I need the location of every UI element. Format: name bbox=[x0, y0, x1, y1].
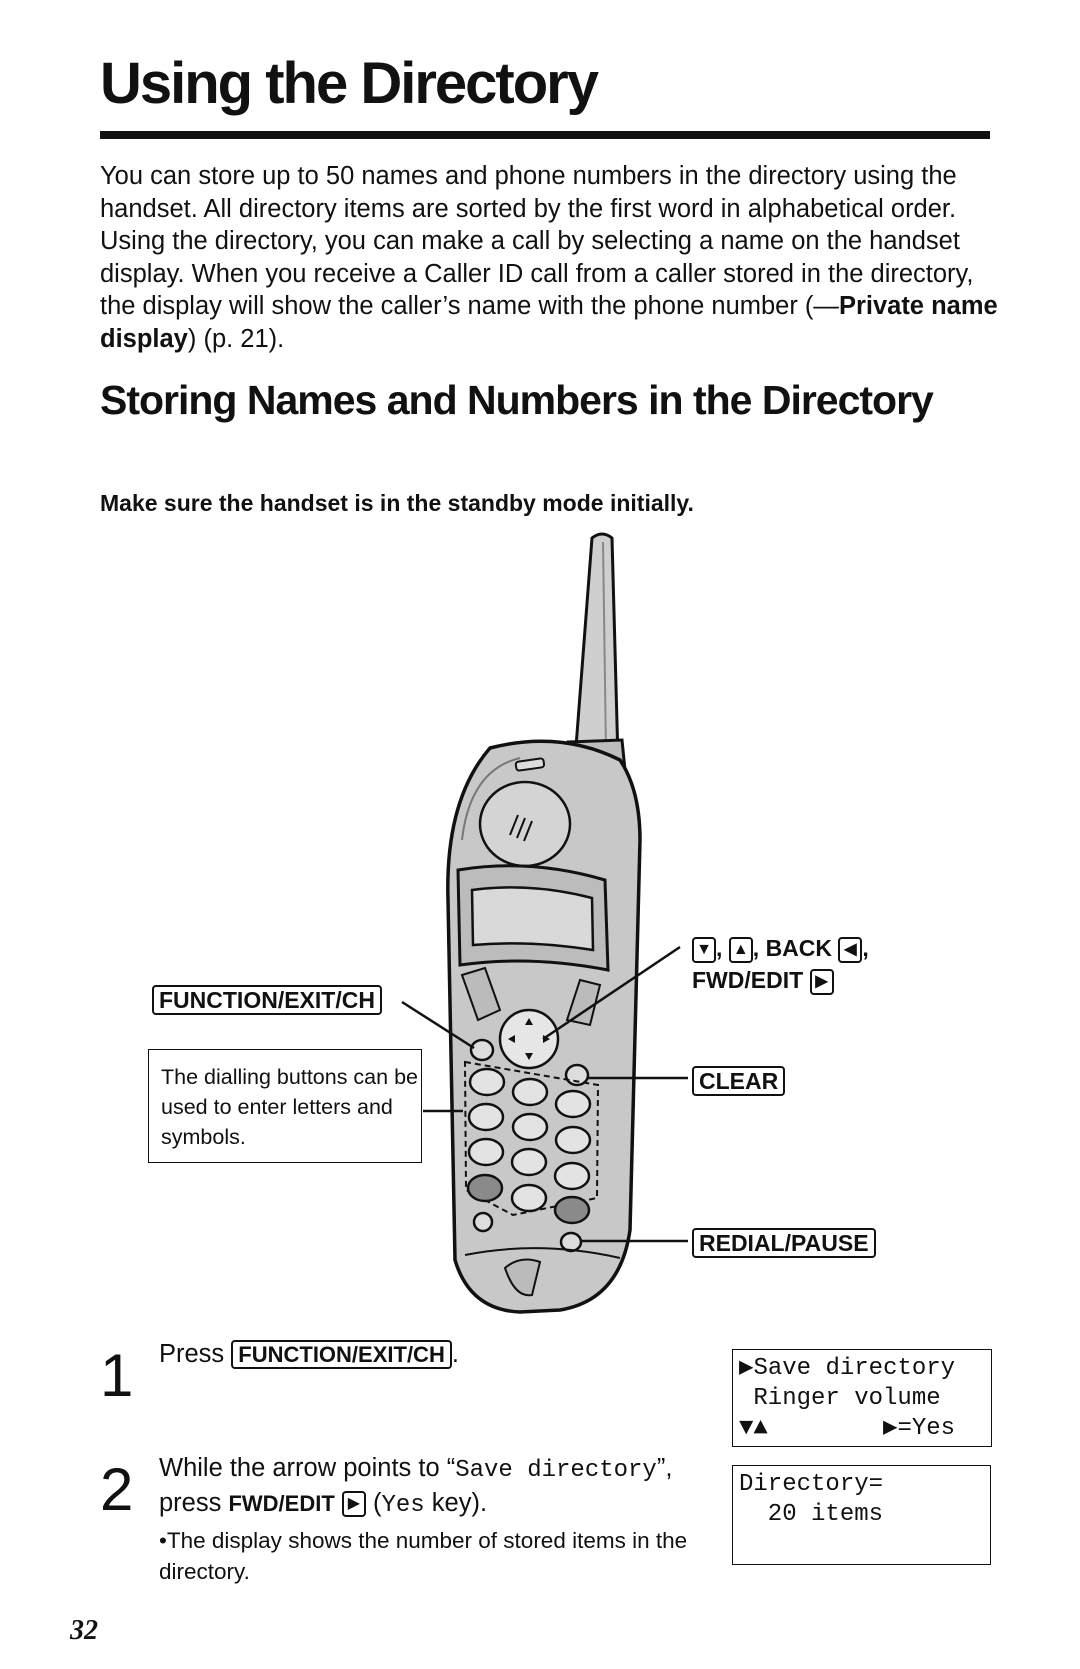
speaker-grille bbox=[480, 782, 570, 866]
fwd-arrow-keycap: ▶ bbox=[342, 1491, 366, 1517]
function-exit-ch-keycap: FUNCTION/EXIT/CH bbox=[152, 985, 382, 1015]
lcd-display-menu bbox=[732, 1349, 992, 1447]
lcd-line: ▶Save directory bbox=[739, 1355, 956, 1382]
antenna bbox=[575, 534, 618, 760]
intro-text: You can store up to 50 names and phone numbers in the directory using the handset. All directory items are sorted by the first word in alphabetical order. Using the directory, you can make a call by selecting a name on the handset display. When you receive a Caller ID call from a caller stored in the directory, the display will show the caller’s name with the phone number (— bbox=[100, 162, 974, 320]
down-arrow-keycap: ▼ bbox=[692, 937, 716, 963]
step-2-intro: While the arrow points to “ bbox=[159, 1454, 456, 1482]
intro-text-end: ) (p. 21). bbox=[187, 324, 285, 353]
paren-open: ( bbox=[372, 1489, 382, 1517]
function-exit-ch-keycap: FUNCTION/EXIT/CH bbox=[231, 1340, 452, 1369]
step-number: 2 bbox=[100, 1456, 134, 1523]
step-2-text bbox=[159, 1452, 719, 1522]
small-key bbox=[474, 1213, 492, 1231]
yes-soft-key-text: Yes bbox=[381, 1492, 425, 1519]
up-arrow-keycap: ▲ bbox=[729, 937, 753, 963]
private-name-display-ref: Private name display bbox=[100, 292, 998, 353]
page-title: Using the Directory bbox=[100, 51, 597, 116]
step-number: 1 bbox=[100, 1342, 134, 1409]
lcd-line: Directory= bbox=[739, 1471, 884, 1498]
fwd-edit-label: FWD/EDIT bbox=[228, 1491, 335, 1516]
navigation-keys-label bbox=[692, 932, 869, 996]
save-directory-display-text: Save directory bbox=[455, 1457, 657, 1484]
redial-pause-key bbox=[561, 1233, 581, 1251]
step-2-end: key). bbox=[424, 1489, 488, 1517]
step-2-press: ”, press bbox=[159, 1454, 673, 1517]
step-1-period: . bbox=[451, 1340, 459, 1368]
dialling-buttons-callout: The dialling buttons can be used to enter letters and symbols. bbox=[148, 1049, 422, 1163]
fwd-edit-label: FWD/EDIT bbox=[692, 967, 804, 993]
redial-pause-label bbox=[692, 1228, 876, 1258]
lcd-line: ▼▲ ▶=Yes bbox=[739, 1415, 956, 1442]
off-key bbox=[555, 1197, 589, 1223]
lcd-line: 20 items bbox=[739, 1501, 884, 1528]
separator: , bbox=[716, 935, 723, 961]
function-exit-ch-label bbox=[152, 985, 382, 1015]
function-exit-ch-key bbox=[471, 1040, 493, 1060]
step-1-press: Press bbox=[159, 1340, 225, 1368]
page-number: 32 bbox=[70, 1615, 98, 1646]
clear-keycap: CLEAR bbox=[692, 1066, 785, 1096]
lcd-display-directory-count bbox=[732, 1465, 991, 1565]
separator: , bbox=[752, 935, 760, 961]
talk-key bbox=[468, 1175, 502, 1201]
section-heading: Storing Names and Numbers in the Directory bbox=[100, 377, 933, 423]
redial-pause-keycap: REDIAL/PAUSE bbox=[692, 1228, 876, 1258]
step-2-bullet: •The display shows the number of stored items in the directory. bbox=[159, 1528, 688, 1584]
clear-label bbox=[692, 1066, 785, 1096]
fwd-arrow-keycap: ▶ bbox=[810, 969, 834, 995]
separator: , bbox=[862, 935, 869, 961]
lcd-line: Ringer volume bbox=[739, 1385, 941, 1412]
standby-note: Make sure the handset is in the standby mode initially. bbox=[100, 490, 694, 516]
back-label: BACK bbox=[765, 935, 833, 961]
step-1-text bbox=[159, 1338, 459, 1370]
back-arrow-keycap: ◀ bbox=[838, 937, 862, 963]
display-screen bbox=[472, 887, 593, 950]
